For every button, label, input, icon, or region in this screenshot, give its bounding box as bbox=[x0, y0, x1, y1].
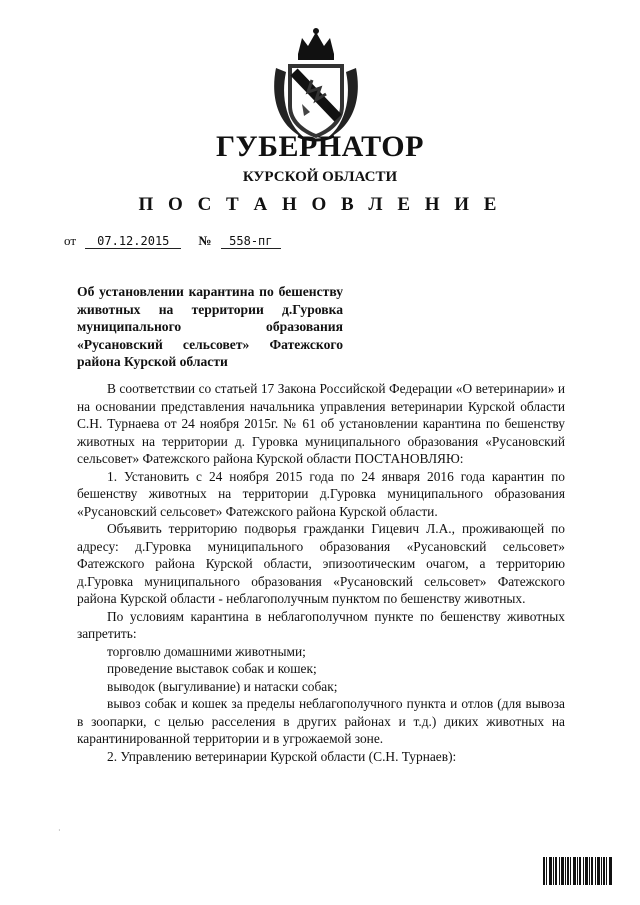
coat-of-arms-icon bbox=[268, 28, 364, 144]
document-body bbox=[77, 380, 565, 765]
paragraph-outbreak: Объявить территорию подворья гражданки Гицевич Л.А., проживающей по адресу: д.Гуровка муниципального образования «Русановский сельсовет» Фатежского района Курской области, эпизоотическим очагом, а территорию д.Гуровка муниципального образования «Русановский сельсовет» Фатежского района Курской области - неблагополучным пунктом по бешенству животных. bbox=[77, 521, 565, 606]
barcode-icon bbox=[543, 857, 613, 885]
margin-mark: · bbox=[58, 826, 61, 835]
list-item: торговлю домашними животными; bbox=[107, 643, 306, 659]
from-label: от bbox=[64, 233, 77, 248]
paragraph-preamble: В соответствии со статьей 17 Закона Российской Федерации «О ветеринарии» и на основании представления начальника управления ветеринарии Курской области С.Н. Турнаева от 24 ноября 2015г. № 61 об установлении карантина по бешенству животных на территории д. Гуровка муниципального образования «Русановский сельсовет» Фатежского района Курской области ПОСТАНОВЛЯЮ: bbox=[77, 381, 565, 466]
paragraph-item-1: 1. Установить с 24 ноября 2015 года по 24 января 2016 года карантин по бешенству животных на территории д.Гуровка муниципального образования «Русановский сельсовет» Фатежского района Курской области. bbox=[77, 468, 565, 519]
document-date: 07.12.2015 bbox=[85, 234, 181, 249]
document-number: 558-пг bbox=[221, 234, 281, 249]
paragraph-prohibitions: По условиям карантина в неблагополучном пункте по бешенству животных запретить: bbox=[77, 608, 565, 641]
document-title: ГУБЕРНАТОР bbox=[216, 130, 424, 163]
paragraph-item-2: 2. Управлению ветеринарии Курской области (С.Н. Турнаев): bbox=[107, 748, 457, 764]
list-item: проведение выставок собак и кошек; bbox=[107, 661, 317, 676]
list-item: вывоз собак и кошек за пределы неблагополучного пункта и отлов (для вывоза в зоопарки, с целью расселения в других районах и т.д.) диких животных на карантинированной территории и в угрожаемой зоне. bbox=[77, 696, 565, 746]
date-number-line bbox=[64, 233, 281, 249]
region-name: КУРСКОЙ ОБЛАСТИ bbox=[242, 169, 398, 185]
list-item: выводок (выгуливание) и натаски собак; bbox=[107, 678, 338, 694]
document-subject: Об установлении карантина по бешенству животных на территории д.Гуровка муниципального образования «Русановский сельсовет» Фатежского района Курской области bbox=[77, 284, 343, 370]
number-label: № bbox=[198, 233, 212, 248]
document-type: П О С Т А Н О В Л Е Н И Е bbox=[138, 194, 502, 215]
